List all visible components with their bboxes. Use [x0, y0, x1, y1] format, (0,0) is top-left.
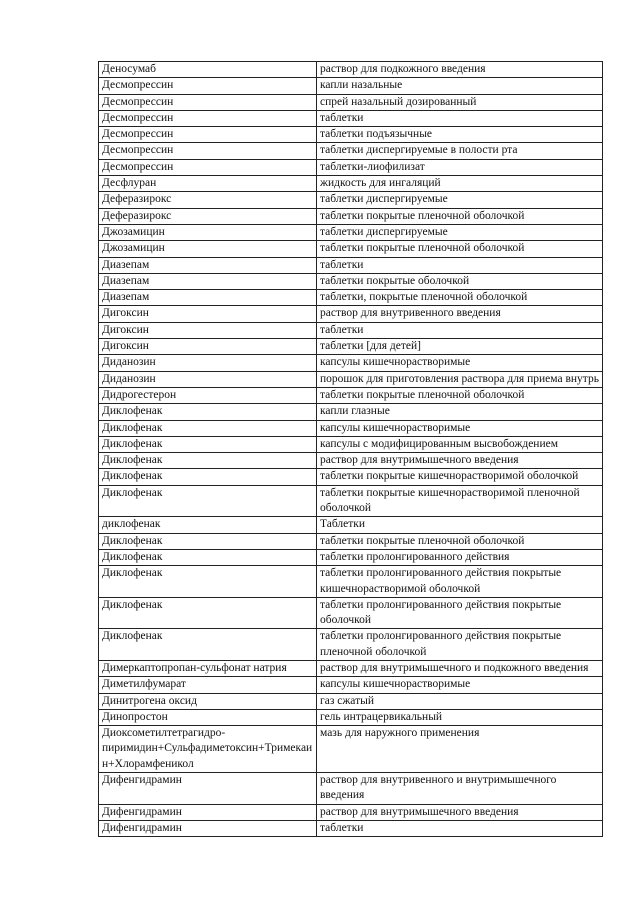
dosage-form-cell: капли назальные — [317, 78, 603, 94]
dosage-form-cell: раствор для внутримышечного введения — [317, 453, 603, 469]
dosage-form-cell: таблетки — [317, 820, 603, 836]
drug-name-cell: Диклофенак — [99, 566, 317, 598]
drug-name-cell: Джозамицин — [99, 224, 317, 240]
dosage-form-cell: таблетки — [317, 322, 603, 338]
drug-name-cell: Десмопрессин — [99, 127, 317, 143]
table-row — [99, 306, 603, 322]
drug-name-cell: Диклофенак — [99, 549, 317, 565]
drug-name-cell: Диклофенак — [99, 485, 317, 517]
table-row — [99, 693, 603, 709]
drug-name-cell: Деферазирокс — [99, 208, 317, 224]
dosage-form-cell: капсулы кишечнорастворимые — [317, 420, 603, 436]
drug-name-cell: Дигоксин — [99, 322, 317, 338]
drug-name-cell: Джозамицин — [99, 241, 317, 257]
table-row — [99, 804, 603, 820]
table-row — [99, 257, 603, 273]
dosage-form-cell: Таблетки — [317, 517, 603, 533]
dosage-form-cell: таблетки пролонгированного действия покрытые пленочной оболочкой — [317, 629, 603, 661]
drug-name-cell: Десмопрессин — [99, 143, 317, 159]
drug-name-cell: Диклофенак — [99, 420, 317, 436]
drug-name-cell: Диклофенак — [99, 404, 317, 420]
table-row — [99, 273, 603, 289]
table-row — [99, 159, 603, 175]
dosage-form-cell: таблетки покрытые пленочной оболочкой — [317, 208, 603, 224]
drug-name-cell: Диклофенак — [99, 629, 317, 661]
drug-name-cell: Диазепам — [99, 257, 317, 273]
dosage-form-cell: спрей назальный дозированный — [317, 94, 603, 110]
dosage-form-cell: капли глазные — [317, 404, 603, 420]
dosage-form-cell: таблетки диспергируемые — [317, 192, 603, 208]
table-row — [99, 726, 603, 773]
table-row — [99, 453, 603, 469]
dosage-form-cell: таблетки подъязычные — [317, 127, 603, 143]
dosage-form-cell: таблетки-лиофилизат — [317, 159, 603, 175]
dosage-form-cell: раствор для внутривенного введения — [317, 306, 603, 322]
dosage-form-cell: гель интрацервикальный — [317, 709, 603, 725]
table-row — [99, 62, 603, 78]
drug-forms-table — [98, 61, 603, 837]
dosage-form-cell: таблетки [для детей] — [317, 339, 603, 355]
table-row — [99, 533, 603, 549]
drug-name-cell: Дифенгидрамин — [99, 820, 317, 836]
table-row — [99, 387, 603, 403]
drug-name-cell: Диданозин — [99, 371, 317, 387]
drug-name-cell: Диклофенак — [99, 469, 317, 485]
drug-name-cell: Диазепам — [99, 290, 317, 306]
table-row — [99, 224, 603, 240]
drug-name-cell: Диклофенак — [99, 533, 317, 549]
drug-name-cell: Дифенгидрамин — [99, 773, 317, 805]
drug-name-cell: Деносумаб — [99, 62, 317, 78]
table-row — [99, 192, 603, 208]
drug-name-cell: Дифенгидрамин — [99, 804, 317, 820]
dosage-form-cell: таблетки диспергируемые в полости рта — [317, 143, 603, 159]
table-row — [99, 110, 603, 126]
table-row — [99, 820, 603, 836]
table-body — [99, 62, 603, 837]
drug-name-cell: Диклофенак — [99, 597, 317, 629]
table-row — [99, 469, 603, 485]
table-row — [99, 517, 603, 533]
drug-name-cell: Диклофенак — [99, 436, 317, 452]
dosage-form-cell: таблетки пролонгированного действия — [317, 549, 603, 565]
table-row — [99, 549, 603, 565]
table-row — [99, 485, 603, 517]
drug-name-cell: Деферазирокс — [99, 192, 317, 208]
dosage-form-cell: таблетки покрытые пленочной оболочкой — [317, 533, 603, 549]
dosage-form-cell: таблетки покрытые кишечнорастворимой оболочкой — [317, 469, 603, 485]
dosage-form-cell: раствор для внутримышечного и подкожного введения — [317, 660, 603, 676]
table-row — [99, 176, 603, 192]
drug-name-cell: Дигоксин — [99, 306, 317, 322]
dosage-form-cell: таблетки пролонгированного действия покрытые кишечнорастворимой оболочкой — [317, 566, 603, 598]
dosage-form-cell: жидкость для ингаляций — [317, 176, 603, 192]
table-row — [99, 322, 603, 338]
table-row — [99, 371, 603, 387]
drug-name-cell: Диазепам — [99, 273, 317, 289]
drug-name-cell: Динопростон — [99, 709, 317, 725]
table-row — [99, 436, 603, 452]
drug-name-cell: Десмопрессин — [99, 94, 317, 110]
table-row — [99, 241, 603, 257]
dosage-form-cell: капсулы кишечнорастворимые — [317, 355, 603, 371]
dosage-form-cell: капсулы с модифицированным высвобождением — [317, 436, 603, 452]
dosage-form-cell: таблетки, покрытые пленочной оболочкой — [317, 290, 603, 306]
dosage-form-cell: таблетки покрытые кишечнорастворимой пленочной оболочкой — [317, 485, 603, 517]
table-row — [99, 566, 603, 598]
dosage-form-cell: газ сжатый — [317, 693, 603, 709]
table-row — [99, 597, 603, 629]
drug-name-cell: Десмопрессин — [99, 110, 317, 126]
table-row — [99, 127, 603, 143]
table-row — [99, 420, 603, 436]
table-row — [99, 94, 603, 110]
drug-name-cell: Диметилфумарат — [99, 677, 317, 693]
table-row — [99, 404, 603, 420]
drug-name-cell: Десмопрессин — [99, 159, 317, 175]
table-row — [99, 143, 603, 159]
table-row — [99, 355, 603, 371]
drug-name-cell: Дидрогестерон — [99, 387, 317, 403]
drug-name-cell: Дигоксин — [99, 339, 317, 355]
dosage-form-cell: капсулы кишечнорастворимые — [317, 677, 603, 693]
dosage-form-cell: таблетки диспергируемые — [317, 224, 603, 240]
drug-name-cell: диклофенак — [99, 517, 317, 533]
dosage-form-cell: таблетки — [317, 110, 603, 126]
table-row — [99, 677, 603, 693]
table-row — [99, 208, 603, 224]
drug-name-cell: Динитрогена оксид — [99, 693, 317, 709]
dosage-form-cell: раствор для подкожного введения — [317, 62, 603, 78]
dosage-form-cell: таблетки — [317, 257, 603, 273]
table-row — [99, 709, 603, 725]
dosage-form-cell: мазь для наружного применения — [317, 726, 603, 773]
dosage-form-cell: таблетки пролонгированного действия покрытые оболочкой — [317, 597, 603, 629]
document-page — [98, 61, 602, 837]
table-row — [99, 290, 603, 306]
drug-name-cell: Десмопрессин — [99, 78, 317, 94]
table-row — [99, 629, 603, 661]
dosage-form-cell: порошок для приготовления раствора для приема внутрь — [317, 371, 603, 387]
table-row — [99, 339, 603, 355]
drug-name-cell: Диданозин — [99, 355, 317, 371]
drug-name-cell: Диклофенак — [99, 453, 317, 469]
table-row — [99, 773, 603, 805]
dosage-form-cell: раствор для внутримышечного введения — [317, 804, 603, 820]
dosage-form-cell: таблетки покрытые оболочкой — [317, 273, 603, 289]
table-row — [99, 78, 603, 94]
dosage-form-cell: раствор для внутривенного и внутримышечного введения — [317, 773, 603, 805]
table-row — [99, 660, 603, 676]
dosage-form-cell: таблетки покрытые пленочной оболочкой — [317, 387, 603, 403]
drug-name-cell: Диоксометилтетрагидро-пиримидин+Сульфадиметоксин+Тримекаин+Хлорамфеникол — [99, 726, 317, 773]
drug-name-cell: Десфлуран — [99, 176, 317, 192]
drug-name-cell: Димеркаптопропан-сульфонат натрия — [99, 660, 317, 676]
dosage-form-cell: таблетки покрытые пленочной оболочкой — [317, 241, 603, 257]
